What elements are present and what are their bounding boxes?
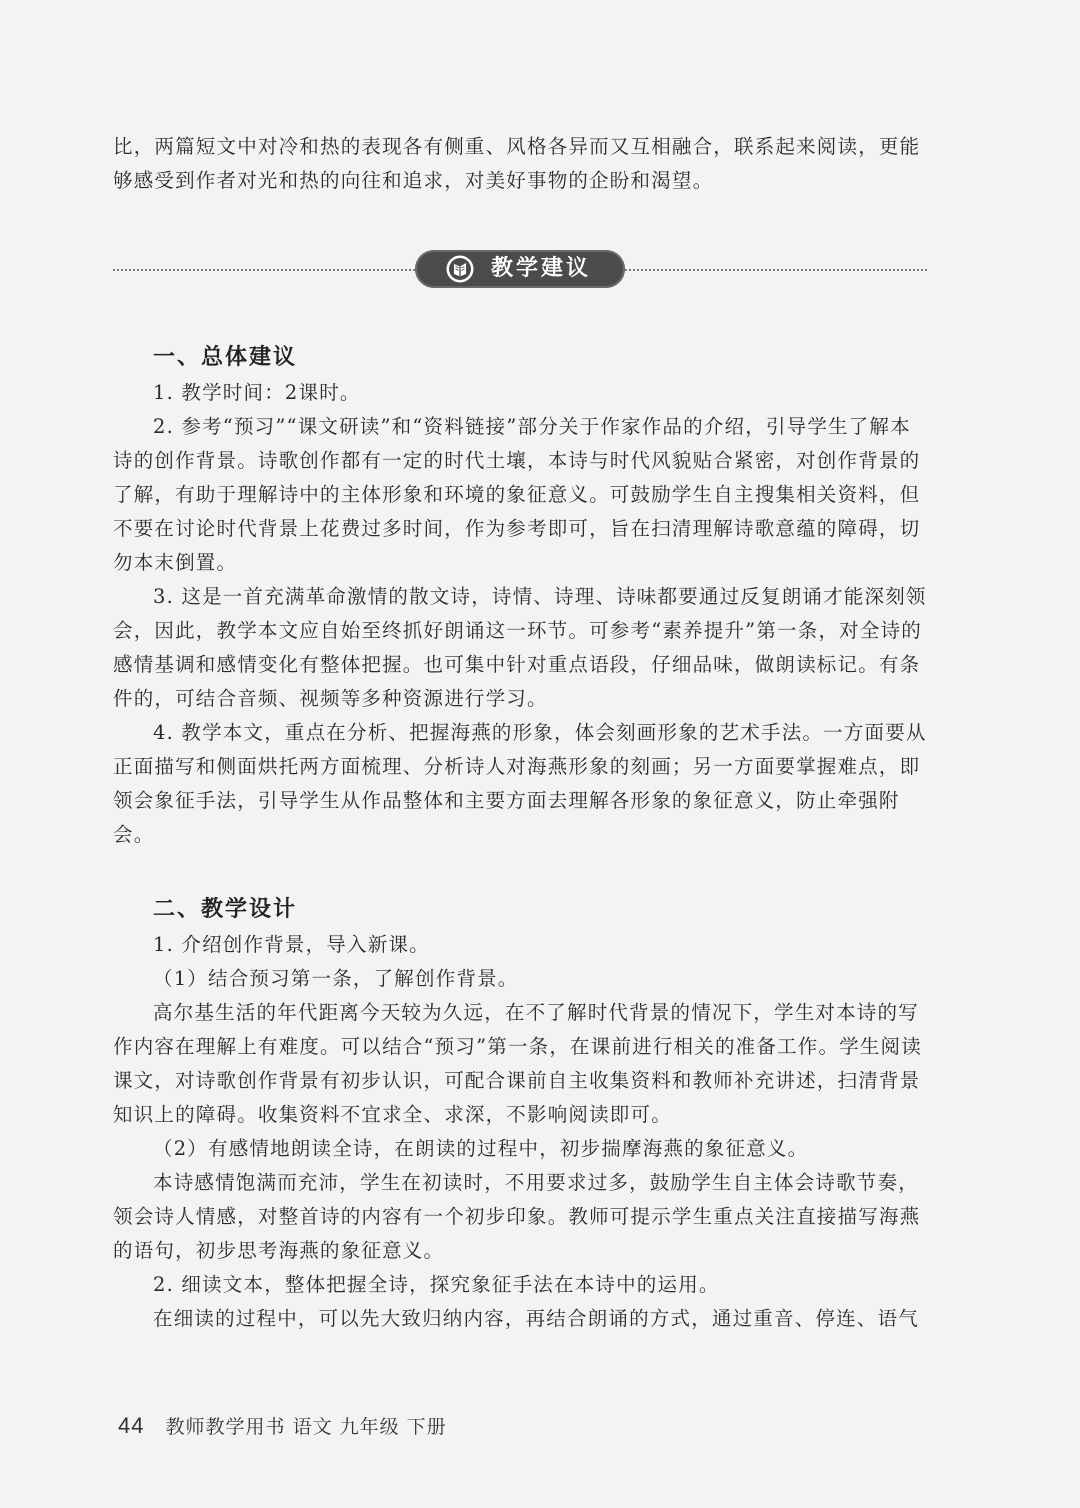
banner-label: 教学建议 [491,256,592,281]
banner-divider-right [625,269,927,271]
section1-paragraph-3: 3. 这是一首充满革命激情的散文诗，诗情、诗理、诗味都要通过反复朗诵才能深刻领会，因此，教学本文应自始至终抓好朗诵这一环节。可参考“素养提升”第一条，对全诗的感情基调和感情变化有整体把握。也可集中针对重点语段，仔细品味，做朗读标记。有条件的，可结合音频、视频等多种资源进行学习。 [113,585,927,710]
section2-paragraph-6: 2. 细读文本，整体把握全诗，探究象征手法在本诗中的运用。 [153,1273,720,1296]
book-title: 教师教学用书 语文 九年级 下册 [165,1416,447,1438]
book-icon [445,254,475,284]
intro-paragraph [113,130,927,198]
section1-paragraph-2: 2. 参考“预习”“课文研读”和“资料链接”部分关于作家作品的介绍，引导学生了解本诗的创作背景。诗歌创作都有一定的时代土壤，本诗与时代风貌贴合紧密，对创作背景的了解，有助于理解诗中的主体形象和环境的象征意义。可鼓励学生自主搜集相关资料，但不要在讨论时代背景上花费过多时间，作为参考即可，旨在扫清理解诗歌意蕴的障碍，切勿本末倒置。 [113,415,921,574]
section2-paragraph-4: （2）有感情地朗读全诗，在朗读的过程中，初步揣摩海燕的象征意义。 [153,1137,809,1160]
section2-paragraph-1: 1. 介绍创作背景，导入新课。 [153,933,430,956]
page-number: 44 [118,1413,145,1438]
section-banner [113,250,927,290]
section2-heading: 二、教学设计 [153,897,298,922]
section1-paragraph-1: 1. 教学时间：2课时。 [153,381,361,404]
section2-paragraph-7: 在细读的过程中，可以先大致归纳内容，再结合朗诵的方式，通过重音、停连、语气 [153,1307,919,1330]
section2-paragraph-2: （1）结合预习第一条，了解创作背景。 [153,967,519,990]
section1-body [113,376,927,852]
banner-divider-left [113,269,415,271]
intro-line-2: 够感受到作者对光和热的向往和追求，对美好事物的企盼和渴望。 [113,169,714,192]
section2-body [113,928,927,1336]
banner-pill [415,250,625,288]
section2-paragraph-3: 高尔基生活的年代距离今天较为久远，在不了解时代背景的情况下，学生对本诗的写作内容在理解上有难度。可以结合“预习”第一条，在课前进行相关的准备工作。学生阅读课文，对诗歌创作背景有初步认识，可配合课前自主收集资料和教师补充讲述，扫清背景知识上的障碍。收集资料不宜求全、求深，不影响阅读即可。 [113,1001,922,1126]
page-footer [118,1412,447,1439]
section1-paragraph-4: 4. 教学本文，重点在分析、把握海燕的形象，体会刻画形象的艺术手法。一方面要从正面描写和侧面烘托两方面梳理、分析诗人对海燕形象的刻画；另一方面要掌握难点，即领会象征手法，引导学生从作品整体和主要方面去理解各形象的象征意义，防止牵强附会。 [113,721,927,846]
intro-line-1: 比，两篇短文中对冷和热的表现各有侧重、风格各异而又互相融合，联系起来阅读，更能 [113,135,921,158]
section2-paragraph-5: 本诗感情饱满而充沛，学生在初读时，不用要求过多，鼓励学生自主体会诗歌节奏，领会诗人情感，对整首诗的内容有一个初步印象。教师可提示学生重点关注直接描写海燕的语句，初步思考海燕的象征意义。 [113,1171,921,1262]
section1-heading: 一、总体建议 [153,345,298,370]
